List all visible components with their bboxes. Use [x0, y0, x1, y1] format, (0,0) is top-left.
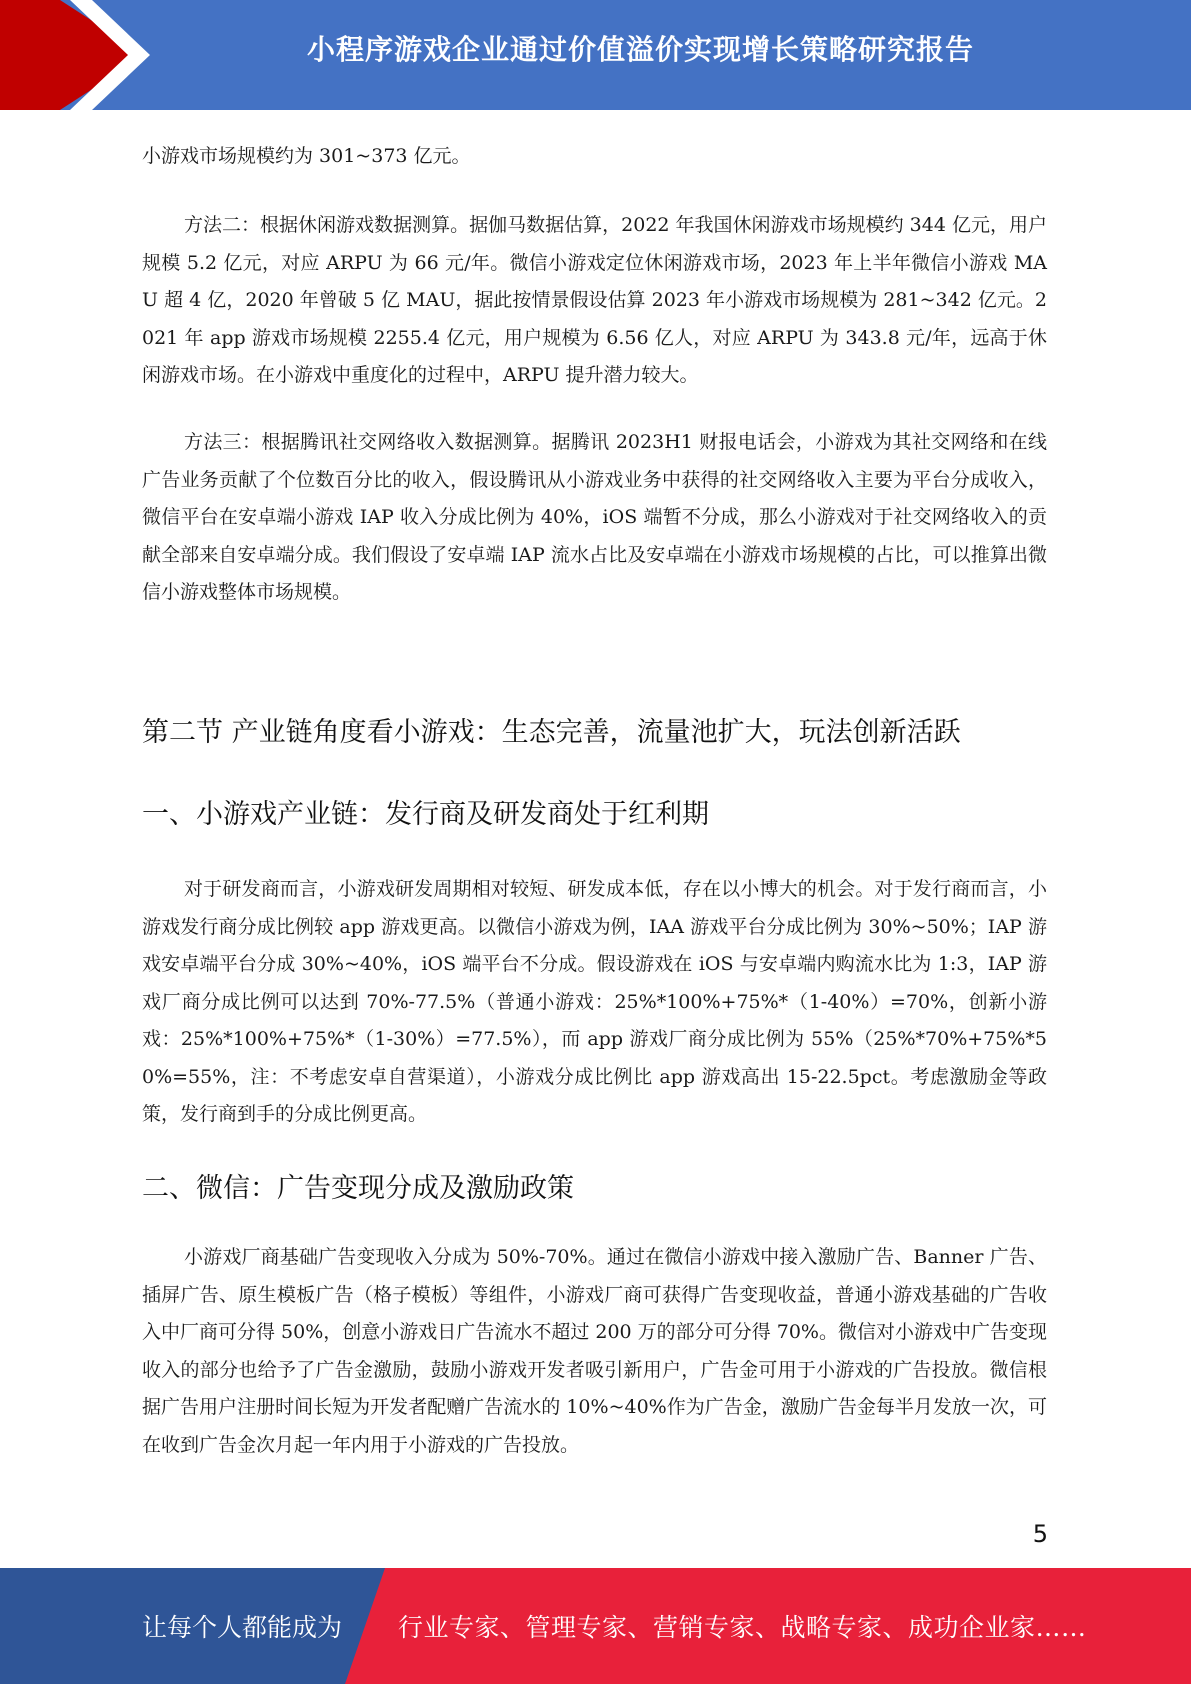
report-title: 小程序游戏企业通过价值溢价实现增长策略研究报告: [306, 33, 974, 66]
paragraph-method-two: 方法二：根据休闲游戏数据测算。据伽马数据估算，2022 年我国休闲游戏市场规模约 344 亿元，用户规模 5.2 亿元，对应 ARPU 为 66 元/年。微信小游戏定位休闲游戏市场，2023 年上半年微信小游戏 MAU 超 4 亿，2020 年曾破 5 亿 MAU，据此按情景假设估算 2023 年小游戏市场规模为 281~342 亿元。2021 年 app 游戏市场规模 2255.4 亿元，用户规模为 6.56 亿人，对应 ARPU 为 343.8 元/年，远高于休闲游戏市场。在小游戏中重度化的过程中，ARPU 提升潜力较大。: [142, 214, 1047, 386]
header-arrow-decoration: [0, 0, 160, 110]
page-number: 5: [1032, 1520, 1048, 1548]
footer-banner: [0, 1568, 1191, 1684]
footer-slogan-right: 行业专家、管理专家、营销专家、战略专家、成功企业家……: [398, 1613, 1087, 1642]
section-heading: 第二节 产业链角度看小游戏：生态完善，流量池扩大，玩法创新活跃: [142, 717, 961, 748]
subsection-heading-industry-chain: 一、小游戏产业链：发行商及研发商处于红利期: [142, 799, 709, 830]
footer-slogan-left: 让每个人都能成为: [142, 1613, 343, 1642]
paragraph-method-three: 方法三：根据腾讯社交网络收入数据测算。据腾讯 2023H1 财报电话会，小游戏为其社交网络和在线广告业务贡献了个位数百分比的收入，假设腾讯从小游戏业务中获得的社交网络收入主要为平台分成收入，微信平台在安卓端小游戏 IAP 收入分成比例为 40%，iOS 端暂不分成，那么小游戏对于社交网络收入的贡献全部来自安卓端分成。我们假设了安卓端 IAP 流水占比及安卓端在小游戏市场规模的占比，可以推算出微信小游戏整体市场规模。: [142, 431, 1047, 603]
subsection-heading-wechat: 二、微信：广告变现分成及激励政策: [142, 1173, 574, 1204]
paragraph-wechat-ads: 小游戏厂商基础广告变现收入分成为 50%-70%。通过在微信小游戏中接入激励广告、Banner 广告、插屏广告、原生模板广告（格子模板）等组件，小游戏厂商可获得广告变现收益，普通小游戏基础的广告收入中厂商可分得 50%，创意小游戏日广告流水不超过 200 万的部分可分得 70%。微信对小游戏中广告变现收入的部分也给予了广告金激励，鼓励小游戏开发者吸引新用户，广告金可用于小游戏的广告投放。微信根据广告用户注册时间长短为开发者配赠广告流水的 10%~40%作为广告金，激励广告金每半月发放一次，可在收到广告金次月起一年内用于小游戏的广告投放。: [142, 1246, 1047, 1456]
paragraph-industry-chain: 对于研发商而言，小游戏研发周期相对较短、研发成本低，存在以小博大的机会。对于发行商而言，小游戏发行商分成比例较 app 游戏更高。以微信小游戏为例，IAA 游戏平台分成比例为 30%~50%；IAP 游戏安卓端平台分成 30%~40%，iOS 端平台不分成。假设游戏在 iOS 与安卓端内购流水比为 1:3，IAP 游戏厂商分成比例可以达到 70%-77.5%（普通小游戏：25%*100%+75%*（1-40%）=70%，创新小游戏：25%*100%+75%*（1-30%）=77.5%），而 app 游戏厂商分成比例为 55%（25%*70%+75%*50%=55%，注：不考虑安卓自营渠道），小游戏分成比例比 app 游戏高出 15-22.5pct。考虑激励金等政策，发行商到手的分成比例更高。: [142, 878, 1047, 1125]
paragraph-market-size: 小游戏市场规模约为 301~373 亿元。: [142, 145, 471, 167]
header-banner: [0, 0, 1191, 110]
